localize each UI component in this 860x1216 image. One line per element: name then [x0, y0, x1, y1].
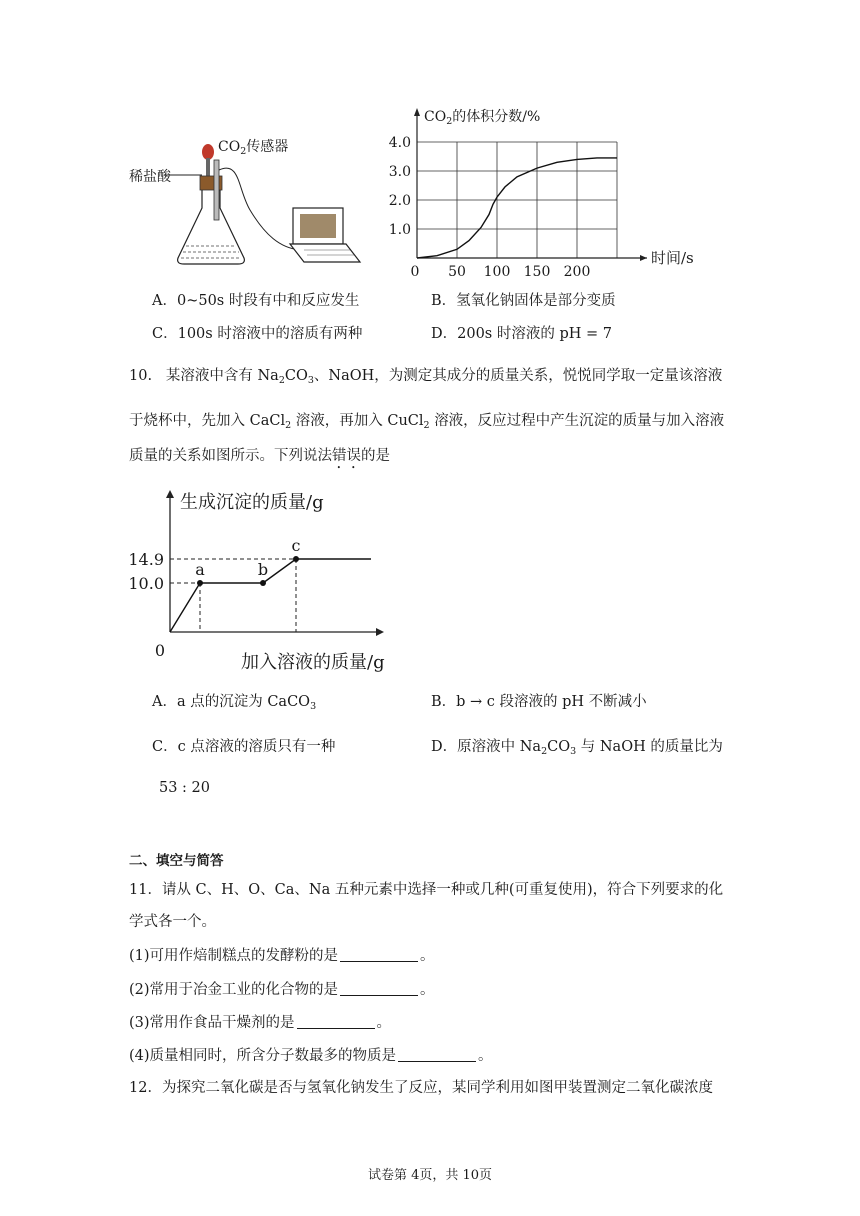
point-a — [197, 580, 203, 586]
y-tick-label: 1.0 — [388, 222, 411, 238]
q9-option-a: A．0~50s 时段有中和反应发生 — [152, 293, 360, 309]
acid-label: 稀盐酸 — [129, 169, 171, 185]
section-title: 二、填空与简答 — [129, 853, 224, 869]
answer-blank-4[interactable] — [398, 1047, 476, 1062]
point-label-b: b — [257, 560, 269, 579]
q10-line2: 于烧杯中，先加入 CaCl$_2$ 溶液，再加入 CuCl$_2$ 溶液，反应过程中产生沉淀的质量与加入溶液 — [129, 413, 725, 431]
x-tick-label: 200 — [563, 264, 591, 280]
x-tick-label: 150 — [523, 264, 551, 280]
x-axis-arrow — [376, 628, 384, 636]
q10-line3: 质量的关系如图所示。下列说法错误的是 — [129, 448, 390, 464]
q10-option-d-ratio: 53 : 20 — [159, 780, 211, 796]
co2-chart — [380, 100, 720, 280]
q11-part3: (3)常用作食品干燥剂的是 。 — [129, 1015, 392, 1031]
q9-option-d: D．200s 时溶液的 pH = 7 — [431, 326, 612, 342]
co2-curve — [417, 158, 617, 258]
q11-part1: (1)可用作焙制糕点的发酵粉的是 。 — [129, 948, 435, 964]
conical-flask-icon — [178, 190, 245, 264]
precipitate-chart-xlabel: 加入溶液的质量/g — [241, 652, 385, 673]
y-tick-label: 10.0 — [128, 574, 164, 593]
co2-chart-svg — [380, 100, 720, 280]
x-tick-label: 100 — [483, 264, 511, 280]
point-c — [293, 556, 299, 562]
dropper-bulb-icon — [202, 144, 214, 160]
point-label-c: c — [291, 535, 301, 555]
x-axis-label: 时间/s — [651, 249, 694, 267]
x-tick-label: 0 — [410, 264, 420, 280]
q11-part4: (4)质量相同时，所含分子数最多的物质是 。 — [129, 1048, 493, 1064]
y-tick-label: 3.0 — [388, 164, 411, 180]
page-footer: 试卷第 4页，共 10页 — [367, 1168, 493, 1183]
q11-part2: (2)常用于冶金工业的化合物的是 。 — [129, 982, 435, 998]
x-tick-label: 50 — [448, 264, 466, 280]
q9-option-c: C．100s 时溶液中的溶质有两种 — [152, 326, 363, 342]
answer-blank-2[interactable] — [340, 981, 418, 996]
y-axis-arrow — [414, 108, 420, 116]
q11-line2: 学式各一个。 — [129, 914, 216, 930]
y-tick-label: 14.9 — [128, 549, 164, 569]
x-axis-arrow — [640, 255, 647, 261]
co2-chart-ylabel: $CO_2$的体积分数/% — [424, 109, 541, 127]
q10-option-d: D．原溶液中 $Na_2CO_3$ 与 NaOH 的质量比为 — [431, 739, 723, 757]
q10-option-a: A．a 点的沉淀为 CaCO$_3$ — [152, 694, 317, 712]
q10-line1: 10. 某溶液中含有 $Na_2CO_3$、NaOH，为测定其成分的质量关系，悦悦同学取一定量该溶液 — [129, 368, 723, 386]
sensor-probe-icon — [214, 160, 219, 220]
q9-option-b: B．氢氧化钠固体是部分变质 — [431, 293, 616, 309]
y-axis-arrow — [166, 490, 174, 498]
answer-blank-3[interactable] — [297, 1014, 375, 1029]
q12-line1: 12．为探究二氧化碳是否与氢氧化钠发生了反应，某同学利用如图甲装置测定二氧化碳浓度 — [129, 1080, 713, 1096]
precipitate-chart-ylabel: 生成沉淀的质量/g — [180, 492, 324, 513]
y-tick-label: 2.0 — [388, 193, 411, 209]
q11-line1: 11．请从 C、H、O、Ca、Na 五种元素中选择一种或几种(可重复使用)，符合下列要求的化 — [129, 882, 724, 898]
q10-option-c: C．c 点溶液的溶质只有一种 — [152, 739, 336, 755]
point-label-a: a — [195, 560, 205, 579]
y-tick-label: 4.0 — [388, 135, 411, 151]
q10-option-b: B．b → c 段溶液的 pH 不断减小 — [431, 694, 647, 710]
sensor-cable-icon — [219, 168, 300, 250]
point-b — [260, 580, 266, 586]
answer-blank-1[interactable] — [340, 947, 418, 962]
origin-label: 0 — [154, 641, 166, 660]
sensor-label: $CO_2$传感器 — [218, 139, 289, 157]
